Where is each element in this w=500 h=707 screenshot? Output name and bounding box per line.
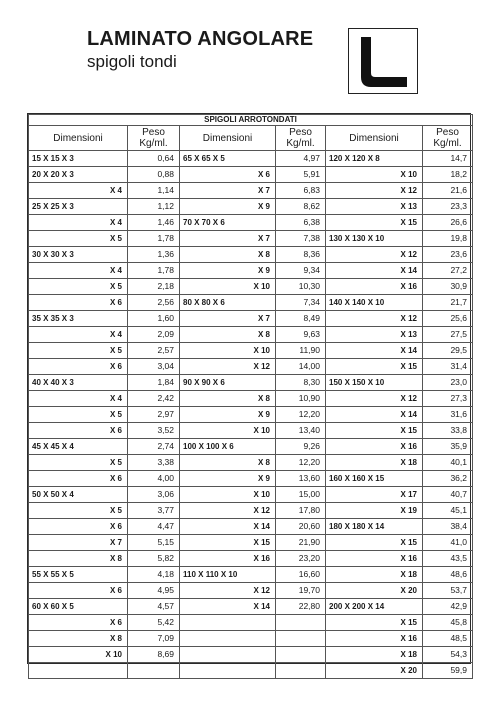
page-subtitle: spigoli tondi	[87, 52, 177, 71]
table-row	[29, 167, 473, 183]
dimension-cell: X 15	[326, 423, 423, 439]
weight-header-line2: Kg/ml.	[286, 138, 315, 149]
dimension-cell: X 7	[29, 535, 128, 551]
dimension-cell: X 8	[29, 551, 128, 567]
weight-cell: 43,5	[423, 551, 473, 567]
weight-cell: 8,62	[276, 199, 326, 215]
weights-table-frame	[27, 113, 471, 675]
weight-cell: 6,83	[276, 183, 326, 199]
table-row	[29, 215, 473, 231]
dimension-cell: X 16	[326, 439, 423, 455]
weight-cell: 20,60	[276, 519, 326, 535]
dimension-cell: 45 X 45 X 4	[29, 439, 128, 455]
dimension-cell: 150 X 150 X 10	[326, 375, 423, 391]
dimension-cell: X 10	[180, 487, 276, 503]
empty-cell	[128, 663, 180, 679]
weight-cell: 12,20	[276, 407, 326, 423]
dimension-cell: X 13	[326, 327, 423, 343]
dimension-cell: X 18	[326, 647, 423, 663]
dimension-cell: 25 X 25 X 3	[29, 199, 128, 215]
dimension-cell: X 6	[29, 615, 128, 631]
table-row	[29, 343, 473, 359]
weight-cell: 33,8	[423, 423, 473, 439]
dimension-cell: X 14	[326, 343, 423, 359]
dimension-cell: 55 X 55 X 5	[29, 567, 128, 583]
weight-cell: 36,2	[423, 471, 473, 487]
dimension-cell: X 4	[29, 183, 128, 199]
dimension-cell: X 16	[180, 551, 276, 567]
weight-cell: 10,30	[276, 279, 326, 295]
dimension-cell: X 6	[29, 583, 128, 599]
dimension-cell: X 9	[180, 263, 276, 279]
dimension-cell: X 9	[180, 407, 276, 423]
weight-cell: 12,20	[276, 455, 326, 471]
weight-cell: 2,97	[128, 407, 180, 423]
dimension-cell: X 10	[180, 279, 276, 295]
dimension-cell: X 5	[29, 407, 128, 423]
empty-cell	[276, 615, 326, 631]
table-row	[29, 663, 473, 679]
weight-cell: 5,82	[128, 551, 180, 567]
empty-cell	[180, 647, 276, 663]
dimension-cell: X 12	[180, 583, 276, 599]
weight-cell: 38,4	[423, 519, 473, 535]
dimension-cell: X 19	[326, 503, 423, 519]
dimension-cell: X 10	[180, 343, 276, 359]
dimension-cell: X 4	[29, 391, 128, 407]
weight-cell: 48,6	[423, 567, 473, 583]
dimension-cell: 20 X 20 X 3	[29, 167, 128, 183]
dimension-cell: X 10	[29, 647, 128, 663]
table-row	[29, 439, 473, 455]
table-row	[29, 359, 473, 375]
weight-cell: 14,7	[423, 151, 473, 167]
column-header-dimensions: Dimensioni	[29, 126, 128, 151]
table-row	[29, 471, 473, 487]
weight-cell: 1,78	[128, 231, 180, 247]
dimension-cell: X 14	[326, 407, 423, 423]
weight-cell: 11,90	[276, 343, 326, 359]
weight-cell: 27,3	[423, 391, 473, 407]
empty-cell	[180, 663, 276, 679]
table-row	[29, 647, 473, 663]
empty-cell	[29, 663, 128, 679]
weight-cell: 23,20	[276, 551, 326, 567]
weight-cell: 2,56	[128, 295, 180, 311]
table-row	[29, 455, 473, 471]
weight-cell: 54,3	[423, 647, 473, 663]
empty-cell	[276, 663, 326, 679]
dimension-cell: X 5	[29, 503, 128, 519]
weight-cell: 45,1	[423, 503, 473, 519]
dimension-cell: X 9	[180, 199, 276, 215]
dimension-cell: 70 X 70 X 6	[180, 215, 276, 231]
empty-cell	[276, 647, 326, 663]
weight-header-line2: Kg/ml.	[139, 138, 168, 149]
empty-cell	[276, 631, 326, 647]
weight-cell: 23,0	[423, 375, 473, 391]
table-row	[29, 183, 473, 199]
weight-cell: 3,38	[128, 455, 180, 471]
weight-cell: 5,91	[276, 167, 326, 183]
dimension-cell: 40 X 40 X 3	[29, 375, 128, 391]
weight-cell: 0,64	[128, 151, 180, 167]
dimension-cell: X 8	[180, 247, 276, 263]
weight-cell: 8,30	[276, 375, 326, 391]
weight-cell: 1,84	[128, 375, 180, 391]
dimension-cell: X 14	[180, 519, 276, 535]
weights-table	[28, 114, 473, 679]
dimension-cell: X 6	[29, 295, 128, 311]
weight-cell: 31,6	[423, 407, 473, 423]
weight-cell: 1,36	[128, 247, 180, 263]
dimension-cell: 80 X 80 X 6	[180, 295, 276, 311]
dimension-cell: X 12	[326, 391, 423, 407]
weight-cell: 3,52	[128, 423, 180, 439]
weight-cell: 4,47	[128, 519, 180, 535]
dimension-cell: X 4	[29, 263, 128, 279]
weight-cell: 4,95	[128, 583, 180, 599]
dimension-cell: X 12	[180, 359, 276, 375]
table-row	[29, 535, 473, 551]
weight-cell: 27,5	[423, 327, 473, 343]
dimension-cell: 180 X 180 X 14	[326, 519, 423, 535]
angle-profile-icon	[348, 28, 418, 94]
weight-cell: 3,06	[128, 487, 180, 503]
dimension-cell: X 12	[326, 311, 423, 327]
column-header-weight	[423, 126, 473, 151]
dimension-cell: 200 X 200 X 14	[326, 599, 423, 615]
weight-cell: 6,38	[276, 215, 326, 231]
dimension-cell: X 8	[29, 631, 128, 647]
dimension-cell: X 7	[180, 183, 276, 199]
weight-cell: 1,78	[128, 263, 180, 279]
weight-cell: 4,18	[128, 567, 180, 583]
dimension-cell: X 7	[180, 231, 276, 247]
dimension-cell: 35 X 35 X 3	[29, 311, 128, 327]
weight-cell: 3,04	[128, 359, 180, 375]
dimension-cell: X 5	[29, 455, 128, 471]
dimension-cell: 100 X 100 X 6	[180, 439, 276, 455]
weight-cell: 5,15	[128, 535, 180, 551]
weight-cell: 13,40	[276, 423, 326, 439]
dimension-cell: 140 X 140 X 10	[326, 295, 423, 311]
dimension-cell: 90 X 90 X 6	[180, 375, 276, 391]
weight-cell: 35,9	[423, 439, 473, 455]
dimension-cell: X 20	[326, 583, 423, 599]
weight-header-line1: Peso	[289, 127, 312, 138]
weight-cell: 2,74	[128, 439, 180, 455]
weight-header-line2: Kg/ml.	[433, 138, 462, 149]
weight-cell: 8,69	[128, 647, 180, 663]
weight-cell: 26,6	[423, 215, 473, 231]
weight-cell: 4,97	[276, 151, 326, 167]
dimension-cell: X 12	[326, 183, 423, 199]
table-caption: SPIGOLI ARROTONDATI	[29, 115, 473, 126]
weight-cell: 10,90	[276, 391, 326, 407]
table-row	[29, 327, 473, 343]
weight-cell: 45,8	[423, 615, 473, 631]
weight-cell: 21,7	[423, 295, 473, 311]
dimension-cell: 110 X 110 X 10	[180, 567, 276, 583]
weight-cell: 7,09	[128, 631, 180, 647]
weight-cell: 7,38	[276, 231, 326, 247]
dimension-cell: X 6	[29, 519, 128, 535]
dimension-cell: X 4	[29, 327, 128, 343]
dimension-cell: X 4	[29, 215, 128, 231]
weight-cell: 9,34	[276, 263, 326, 279]
dimension-cell: X 15	[180, 535, 276, 551]
table-row	[29, 247, 473, 263]
table-row	[29, 615, 473, 631]
dimension-cell: X 20	[326, 663, 423, 679]
weight-cell: 21,6	[423, 183, 473, 199]
weight-cell: 5,42	[128, 615, 180, 631]
weight-cell: 30,9	[423, 279, 473, 295]
weight-cell: 16,60	[276, 567, 326, 583]
dimension-cell: X 10	[326, 167, 423, 183]
dimension-cell: X 15	[326, 215, 423, 231]
dimension-cell: X 8	[180, 327, 276, 343]
dimension-cell: X 8	[180, 391, 276, 407]
weight-cell: 17,80	[276, 503, 326, 519]
weight-cell: 2,09	[128, 327, 180, 343]
empty-cell	[180, 631, 276, 647]
dimension-cell: X 7	[180, 311, 276, 327]
weight-cell: 0,88	[128, 167, 180, 183]
dimension-cell: 160 X 160 X 15	[326, 471, 423, 487]
dimension-cell: X 6	[29, 423, 128, 439]
table-row	[29, 295, 473, 311]
weight-cell: 15,00	[276, 487, 326, 503]
weight-cell: 48,5	[423, 631, 473, 647]
table-row	[29, 551, 473, 567]
dimension-cell: X 5	[29, 279, 128, 295]
dimension-cell: X 16	[326, 551, 423, 567]
weight-cell: 14,00	[276, 359, 326, 375]
dimension-cell: X 6	[29, 359, 128, 375]
dimension-cell: X 15	[326, 615, 423, 631]
dimension-cell: X 5	[29, 231, 128, 247]
weight-cell: 23,3	[423, 199, 473, 215]
weight-cell: 23,6	[423, 247, 473, 263]
weight-cell: 59,9	[423, 663, 473, 679]
weight-cell: 2,18	[128, 279, 180, 295]
dimension-cell: X 12	[180, 503, 276, 519]
dimension-cell: X 5	[29, 343, 128, 359]
dimension-cell: 130 X 130 X 10	[326, 231, 423, 247]
dimension-cell: X 18	[326, 455, 423, 471]
dimension-cell: X 6	[29, 471, 128, 487]
weight-cell: 31,4	[423, 359, 473, 375]
weight-header-line1: Peso	[436, 127, 459, 138]
weight-cell: 2,57	[128, 343, 180, 359]
table-row	[29, 599, 473, 615]
table-row	[29, 519, 473, 535]
weight-cell: 40,7	[423, 487, 473, 503]
weight-cell: 19,70	[276, 583, 326, 599]
dimension-cell: X 16	[326, 279, 423, 295]
weight-cell: 9,63	[276, 327, 326, 343]
column-header-dimensions: Dimensioni	[180, 126, 276, 151]
weight-cell: 21,90	[276, 535, 326, 551]
dimension-cell: X 9	[180, 471, 276, 487]
weight-cell: 25,6	[423, 311, 473, 327]
weight-cell: 9,26	[276, 439, 326, 455]
dimension-cell: X 6	[180, 167, 276, 183]
table-row	[29, 231, 473, 247]
weight-cell: 40,1	[423, 455, 473, 471]
weight-cell: 1,12	[128, 199, 180, 215]
table-row	[29, 567, 473, 583]
empty-cell	[180, 615, 276, 631]
column-header-weight	[276, 126, 326, 151]
table-row	[29, 279, 473, 295]
table-row	[29, 375, 473, 391]
weight-cell: 8,36	[276, 247, 326, 263]
weight-cell: 3,77	[128, 503, 180, 519]
table-row	[29, 311, 473, 327]
dimension-cell: X 15	[326, 535, 423, 551]
table-row	[29, 487, 473, 503]
weight-cell: 8,49	[276, 311, 326, 327]
dimension-cell: X 10	[180, 423, 276, 439]
table-row	[29, 151, 473, 167]
dimension-cell: X 13	[326, 199, 423, 215]
weight-cell: 22,80	[276, 599, 326, 615]
dimension-cell: X 14	[326, 263, 423, 279]
table-row	[29, 199, 473, 215]
table-row	[29, 423, 473, 439]
dimension-cell: 120 X 120 X 8	[326, 151, 423, 167]
weight-cell: 42,9	[423, 599, 473, 615]
weight-cell: 27,2	[423, 263, 473, 279]
column-header-dimensions: Dimensioni	[326, 126, 423, 151]
weight-cell: 13,60	[276, 471, 326, 487]
dimension-cell: 60 X 60 X 5	[29, 599, 128, 615]
dimension-cell: X 8	[180, 455, 276, 471]
table-row	[29, 263, 473, 279]
column-header-weight	[128, 126, 180, 151]
table-row	[29, 407, 473, 423]
dimension-cell: X 12	[326, 247, 423, 263]
dimension-cell: 65 X 65 X 5	[180, 151, 276, 167]
weight-cell: 18,2	[423, 167, 473, 183]
dimension-cell: 15 X 15 X 3	[29, 151, 128, 167]
weight-cell: 4,00	[128, 471, 180, 487]
table-row	[29, 631, 473, 647]
table-row	[29, 503, 473, 519]
weight-cell: 7,34	[276, 295, 326, 311]
weight-cell: 2,42	[128, 391, 180, 407]
dimension-cell: X 18	[326, 567, 423, 583]
weight-cell: 1,14	[128, 183, 180, 199]
table-row	[29, 583, 473, 599]
dimension-cell: 30 X 30 X 3	[29, 247, 128, 263]
weight-cell: 19,8	[423, 231, 473, 247]
dimension-cell: X 16	[326, 631, 423, 647]
dimension-cell: X 15	[326, 359, 423, 375]
dimension-cell: X 17	[326, 487, 423, 503]
table-row	[29, 391, 473, 407]
weight-cell: 53,7	[423, 583, 473, 599]
weight-header-line1: Peso	[142, 127, 165, 138]
weight-cell: 1,60	[128, 311, 180, 327]
weight-cell: 4,57	[128, 599, 180, 615]
weight-cell: 41,0	[423, 535, 473, 551]
dimension-cell: X 14	[180, 599, 276, 615]
page-title: LAMINATO ANGOLARE	[87, 28, 314, 50]
weight-cell: 1,46	[128, 215, 180, 231]
weight-cell: 29,5	[423, 343, 473, 359]
dimension-cell: 50 X 50 X 4	[29, 487, 128, 503]
